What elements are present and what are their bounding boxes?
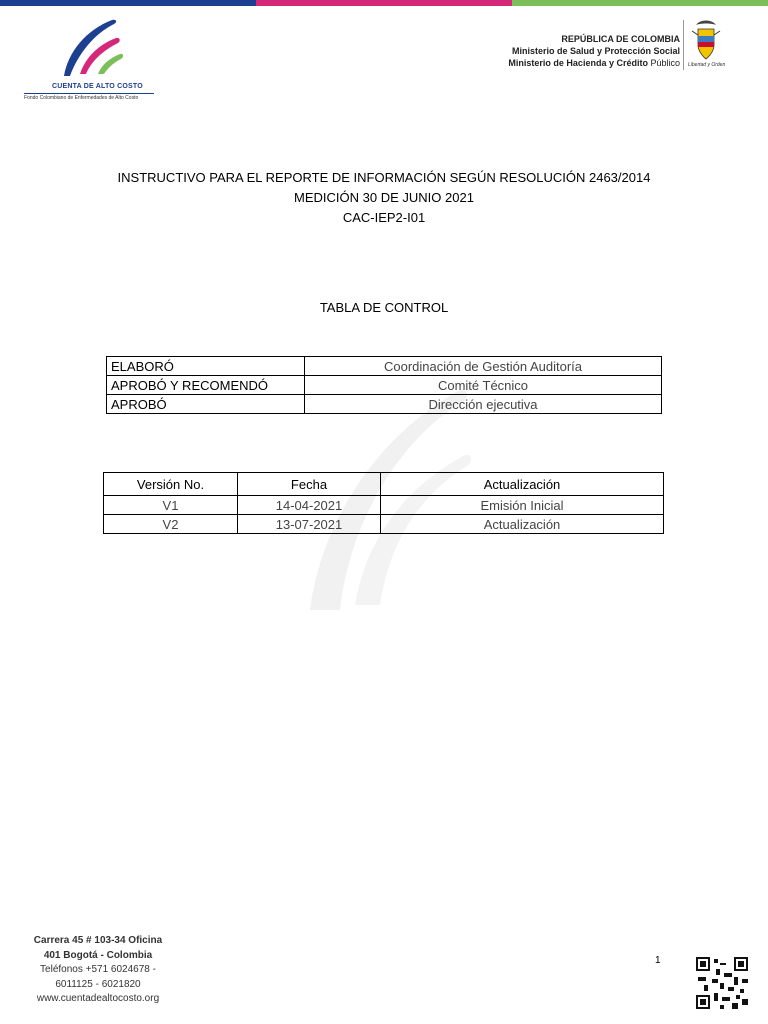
title-line-1: INSTRUCTIVO PARA EL REPORTE DE INFORMACIÓN SEGÚN RESOLUCIÓN 2463/2014: [117, 170, 651, 185]
footer-address: [30, 934, 166, 1007]
logo-brand-name: CUENTA DE ALTO COSTO: [52, 83, 143, 90]
document-title: [0, 168, 768, 228]
table-row: [104, 496, 664, 515]
cac-logo: [22, 14, 172, 106]
gov-line-ministry-finance-main: Ministerio de Hacienda y Crédito: [508, 58, 648, 68]
update-cell: Emisión Inicial: [381, 496, 664, 515]
logo-subtitle: Fondo Colombiano de Enfermedades de Alto Costo: [24, 95, 139, 101]
control-label-aprobo: APROBÓ: [107, 395, 305, 414]
top-color-bar: [0, 0, 768, 6]
footer-address-line-1: Carrera 45 # 103-34 Oficina: [33, 935, 163, 946]
control-value-aprobo: Dirección ejecutiva: [305, 395, 662, 414]
government-header: [508, 33, 680, 69]
date-cell: 13-07-2021: [238, 515, 381, 534]
control-table: [106, 356, 662, 414]
footer-website-link[interactable]: www.cuentadealtocosto.org: [36, 993, 160, 1004]
top-bar-blue: [0, 0, 256, 6]
page-number: 1: [655, 955, 661, 966]
gov-line-ministry-health: Ministerio de Salud y Protección Social: [511, 46, 680, 56]
version-cell: V2: [104, 515, 238, 534]
footer-phone-line-1: Teléfonos +571 6024678 -: [40, 964, 156, 975]
date-cell: 14-04-2021: [238, 496, 381, 515]
version-header-actualizacion: Actualización: [381, 473, 664, 496]
table-row: [104, 515, 664, 534]
logo-rule: [24, 93, 154, 94]
top-bar-pink: [256, 0, 512, 6]
gov-line-ministry-finance-tail: Público: [650, 58, 680, 68]
control-value-elaboro: Coordinación de Gestión Auditoría: [305, 357, 662, 376]
qr-code-icon: [694, 955, 750, 1011]
table-header-row: [104, 473, 664, 496]
version-header-version: Versión No.: [104, 473, 238, 496]
top-bar-green: [512, 0, 768, 6]
version-table: [103, 472, 664, 534]
gov-line-ministry-finance: [508, 57, 680, 69]
title-line-2: MEDICIÓN 30 DE JUNIO 2021: [294, 190, 474, 205]
control-value-aprobo-recomendo: Comité Técnico: [305, 376, 662, 395]
control-table-title: TABLA DE CONTROL: [319, 300, 449, 315]
footer-address-line-2: 401 Bogotá - Colombia: [43, 949, 153, 961]
coat-of-arms-motto: Libertad y Orden: [688, 62, 726, 68]
footer-phone-line-2: 6011125 - 6021820: [55, 978, 141, 990]
gov-divider: [683, 20, 684, 70]
table-row: [107, 395, 662, 414]
version-header-fecha: Fecha: [238, 473, 381, 496]
table-row: [107, 376, 662, 395]
title-line-3: CAC-IEP2-I01: [342, 210, 426, 225]
version-cell: V1: [104, 496, 238, 515]
cac-swoosh-icon: [58, 14, 128, 80]
update-cell: Actualización: [381, 515, 664, 534]
control-label-aprobo-recomendo: APROBÓ Y RECOMENDÓ: [107, 376, 305, 395]
gov-line-republic: REPÚBLICA DE COLOMBIA: [561, 34, 680, 44]
table-row: [107, 357, 662, 376]
control-label-elaboro: ELABORÓ: [107, 357, 305, 376]
